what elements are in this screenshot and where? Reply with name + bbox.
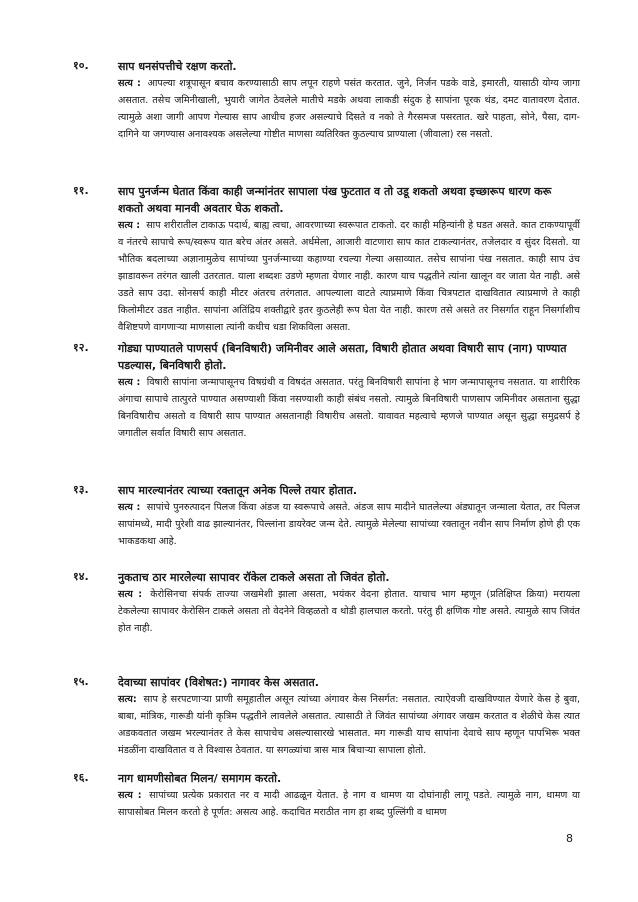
section-number: १३. xyxy=(73,483,89,496)
section-heading: नुकताच ठार मारलेल्या सापावर रॉकेल टाकले असता तो जिवंत होतो. xyxy=(118,571,390,584)
section-body xyxy=(118,691,580,759)
section-number: १५. xyxy=(73,675,89,688)
section-heading: देवाच्या सापांवर (विशेषत:) नागावर केस असतात. xyxy=(118,676,319,689)
section-14 xyxy=(73,569,580,637)
truth-label: सत्य: xyxy=(118,694,137,705)
section-number: १२. xyxy=(73,341,89,354)
section-body xyxy=(118,217,580,336)
section-text: सापांच्या प्रत्येक प्रकारात नर व मादी आढळून येतात. हे नाग व धामण या दोघांनाही लागू पडते. त्यामुळे नाग, धामण या सापासोबत मिलन करतो हे पूर्णत: असत्य आहे. कदाचित मराठीत नाग हा शब्द पुल्लिंगी व धामण xyxy=(118,790,580,818)
section-body xyxy=(118,499,580,550)
section-heading: साप पुनर्जन्म घेतात किंवा काही जन्मांनंतर सापाला पंख फुटतात व तो उडू शकतो अथवा इच्छारूप धारण करू शकतो अथवा मानवी अवतार घेऊ शकतो. xyxy=(118,185,552,215)
section-number: १६. xyxy=(73,771,89,784)
section-number: १४. xyxy=(73,570,89,583)
section-heading: गोड्या पाण्यातले पाणसर्प (बिनविषारी) जमिनीवर आले असता, विषारी होतात अथवा विषारी साप (नाग) पाण्यात पडल्यास, बिनविषारी होतो. xyxy=(118,342,567,372)
section-heading: नाग धामणीसोबत मिलन/ समागम करतो. xyxy=(118,772,282,785)
section-body xyxy=(118,374,580,442)
truth-label: सत्य : xyxy=(118,377,141,388)
truth-label: सत्य : xyxy=(118,78,141,89)
section-number: ११. xyxy=(73,184,89,197)
section-text: आपल्या शत्रूपासून बचाव करण्यासाठी साप लपून राहणे पसंत करतात. जुने, निर्जन पडके वाडे, इमारती, यासाठी योग्य जागा असतात. तसेच जमिनीखाली, भुयारी जागेत ठेवलेले मातीचे मडके अथवा लाकडी संदुक हे सापांना पूरक थंड, दमट वातावरण देतात. त्यामुळे अशा जागी आपण गेल्यास साप आधीच हजर असल्याचे दिसते व नको ते गैरसमज पसरतात. खरे पाहता, सोने, पैसा, दाग-दागिने या जगण्यास अनावश्यक असलेल्या गोष्टीत माणसा व्यतिरिक्त कुठल्याच प्राण्याला (जीवाला) रस नसतो. xyxy=(118,78,580,140)
section-text: साप शरीरातील टाकाऊ पदार्थ, बाह्य त्वचा, आवरणाच्या स्वरूपात टाकतो. दर काही महिन्यांनी हे घडत असते. कात टाकण्यापूर्वी व नंतरचे सापाचे रूप/स्वरूप यात बरेच अंतर असते. अर्धमेला, आजारी वाटणारा साप कात टाकल्यानंतर, तजेलदार व सुंदर दिसतो. या भौतिक बदलाच्या अज्ञानामुळेच सापांच्या पुनर्जन्माच्या कहाण्या रचल्या गेल्या असाव्यात. तसेच सापांना पंख नसतात. काही साप उंच झाडावरून तरंगत खाली उतरतात. याला शब्दशः उडणे म्हणता येणार नाही. कारण याच पद्धतीने त्यांना खालून वर जाता येत नाही. असे उडते साप उदा. सोनसर्प काही मीटर अंतरच तरंगतात. आपल्याला वाटते त्याप्रमाणे किंवा चित्रपटात दाखवितात त्याप्रमाणे ते काही किलोमीटर उडत नाहीत. सापांना अतिंद्रिय शक्तीद्वारे इतर कुठलेही रूप घेता येत नाही. कारण तसे असते तर निसर्गात राहून निसर्गाशीच वैशिष्टपणे वागणाऱ्या माणसाला त्यांनी कधीच धडा शिकविला असता. xyxy=(118,220,580,333)
truth-label: सत्य : xyxy=(118,502,141,513)
section-body xyxy=(118,787,580,821)
section-number: १०. xyxy=(73,59,89,72)
section-15 xyxy=(73,674,580,759)
truth-label: सत्य : xyxy=(118,790,142,801)
truth-label: सत्य : xyxy=(118,220,141,231)
section-11 xyxy=(73,183,580,336)
section-16 xyxy=(73,770,580,821)
section-13 xyxy=(73,482,581,550)
section-10 xyxy=(73,58,580,143)
section-text: सापांचे पुनरुत्पादन पिलज किंवा अंडज या स्वरूपाचे असते. अंडज साप मादीने घातलेल्या अंड्यातून जन्माला येतात, तर पिलज सापांमध्ये, मादी पुरेशी वाढ झाल्यानंतर, पिल्लांना डायरेक्ट जन्म देते. त्यामुळे मेलेल्या सापांच्या रक्तातून नवीन साप निर्माण होणे ही एक भाकडकथा आहे. xyxy=(118,502,581,547)
section-text: साप हे सरपटणाऱ्या प्राणी समूहातील असून त्यांच्या अंगावर केस निसर्गत: नसतात. त्याऐवजी दाखविण्यात येणारे केस हे बुवा, बाबा, मांत्रिक, गारूडी यांनी कृत्रिम पद्धतीने लावलेले असतात. त्यासाठी ते जिवंत सापांच्या अंगावर जखम करतात व शेळीचे केस त्यात अडकवतात जखम भरल्यानंतर ते केस सापाचेच असल्यासारखे भासतात. मग गारूडी याच सापांना देवाचे साप म्हणून पापभिरू भक्त मंडळींना दाखवितात व ते विश्वास ठेवतात. या सगळ्यांचा त्रास मात्र बिचाऱ्या सापाला होतो. xyxy=(118,694,580,756)
section-body xyxy=(118,75,580,143)
section-body xyxy=(118,586,580,637)
section-heading: साप मारल्यानंतर त्याच्या रक्तातून अनेक पिल्ले तयार होतात. xyxy=(118,484,358,497)
section-12 xyxy=(73,340,580,442)
section-text: विषारी सापांना जन्मापासूनच विषग्रंथी व विषदंत असतात. परंतु बिनविषारी सापांना हे भाग जन्मापासूनच नसतात. या शारीरिक अंगाचा सापाचे तात्पुरते पाण्यात असण्याशी किंवा नसण्याशी काही संबंध नसतो. त्यामुळे बिनविषारी पाणसाप जमिनीवर असताना सुद्धा बिनविषारीच असतो व विषारी साप पाण्यात असतानाही विषारीच असतो. यावावत महत्वाचे म्हणजे पाण्यात असून सुद्धा समुद्रसर्प हे जगातील सर्वात विषारी साप असतात. xyxy=(118,377,580,439)
section-text: केरोसिनचा संपर्क ताज्या जखमेशी झाला असता, भयंकर वेदना होतात. याचाच भाग म्हणून (प्रतिक्षिप्त क्रिया) मरायला टेकलेल्या सापावर केरोसिन टाकले असता तो वेदनेने विव्हळतो व थोडी हालचाल करतो. परंतु ही क्षणिक गोष्ट असते. त्यामुळे साप जिवंत होत नाही. xyxy=(118,589,580,634)
section-heading: साप धनसंपत्तीचे रक्षण करतो. xyxy=(118,60,237,73)
truth-label: सत्य : xyxy=(118,589,143,600)
page-number: 8 xyxy=(566,832,573,845)
